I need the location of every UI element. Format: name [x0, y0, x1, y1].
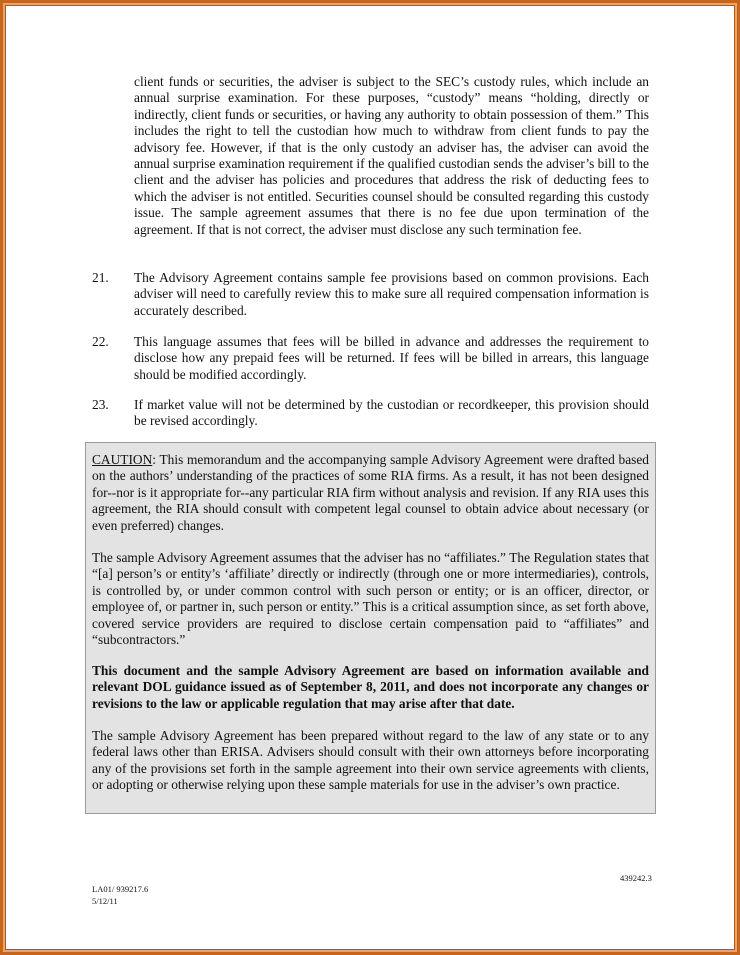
bold-notice-paragraph: This document and the sample Advisory Agreement are based on information available and relevant DOL guidance issued as of September 8, 2011, and does not incorporate any changes or revisions to the law or applicable regulation that may arise after that date. — [92, 663, 649, 711]
item-number: 23. — [92, 397, 109, 412]
item-number: 21. — [92, 270, 109, 285]
item-text: This language assumes that fees will be billed in advance and addresses the requirement to disclose how any prepaid fees will be returned. If fees will be billed in arrears, this language should be modified accordingly. — [134, 334, 649, 382]
continuation-paragraph: client funds or securities, the adviser is subject to the SEC’s custody rules, which include an annual surprise examination. For these purposes, “custody” means “holding, directly or indirectly, client funds or securities, or having any authority to obtain possession of them.” This includes the right to tell the custodian how much to withdraw from client funds to pay the advisory fee. However, if that is the only custody an adviser has, the adviser can avoid the annual surprise examination requirement if the qualified custodian sends the adviser’s bill to the client and the adviser has policies and procedures that address the risk of deducting fees to which the adviser is not entitled. Securities counsel should be consulted regarding this custody issue. The sample agreement assumes that there is no fee due upon termination of the agreement. If that is not correct, the adviser must disclose any such termination fee. — [134, 74, 649, 237]
doc-number: 439242.3 — [620, 873, 652, 883]
affiliates-paragraph: The sample Advisory Agreement assumes that the adviser has no “affiliates.” The Regulation states that “[a] person’s or entity’s ‘affiliate’ directly or indirectly (through one or more intermediaries), controls, is controlled by, or under common control with such person or entity; or is an officer, director, or employee of, or partner in, such person or entity.” This is a critical assumption since, as set forth above, covered service providers are required to disclose certain compensation paid to “affiliates” and “subcontractors.” — [92, 550, 649, 648]
caution-text: : This memorandum and the accompanying sample Advisory Agreement were drafted based on the authors’ understanding of the practices of some RIA firms. As a result, it has not been designed for--nor is it appropriate for--any particular RIA firm without analysis and revision. If any RIA uses this agreement, the RIA should consult with competent legal counsel to obtain advice about necessary (or even preferred) changes. — [92, 452, 649, 533]
state-law-paragraph: The sample Advisory Agreement has been prepared without regard to the law of any state or to any federal laws other than ERISA. Advisers should consult with their own attorneys before incorporating any of the provisions set forth in the sample agreement into their own service agreements with clients, or adopting or otherwise relying upon these sample materials for use in the adviser’s own practice. — [92, 728, 649, 793]
item-text: The Advisory Agreement contains sample fee provisions based on common provisions. Each adviser will need to carefully review this to make sure all required compensation information is accurately described. — [134, 270, 649, 318]
caution-label: CAUTION — [92, 452, 153, 467]
doc-id: LA01/ 939217.6 — [92, 884, 149, 894]
item-text: If market value will not be determined by the custodian or recordkeeper, this provision should be revised accordingly. — [134, 397, 649, 429]
doc-date: 5/12/11 — [92, 896, 118, 906]
item-number: 22. — [92, 334, 109, 349]
